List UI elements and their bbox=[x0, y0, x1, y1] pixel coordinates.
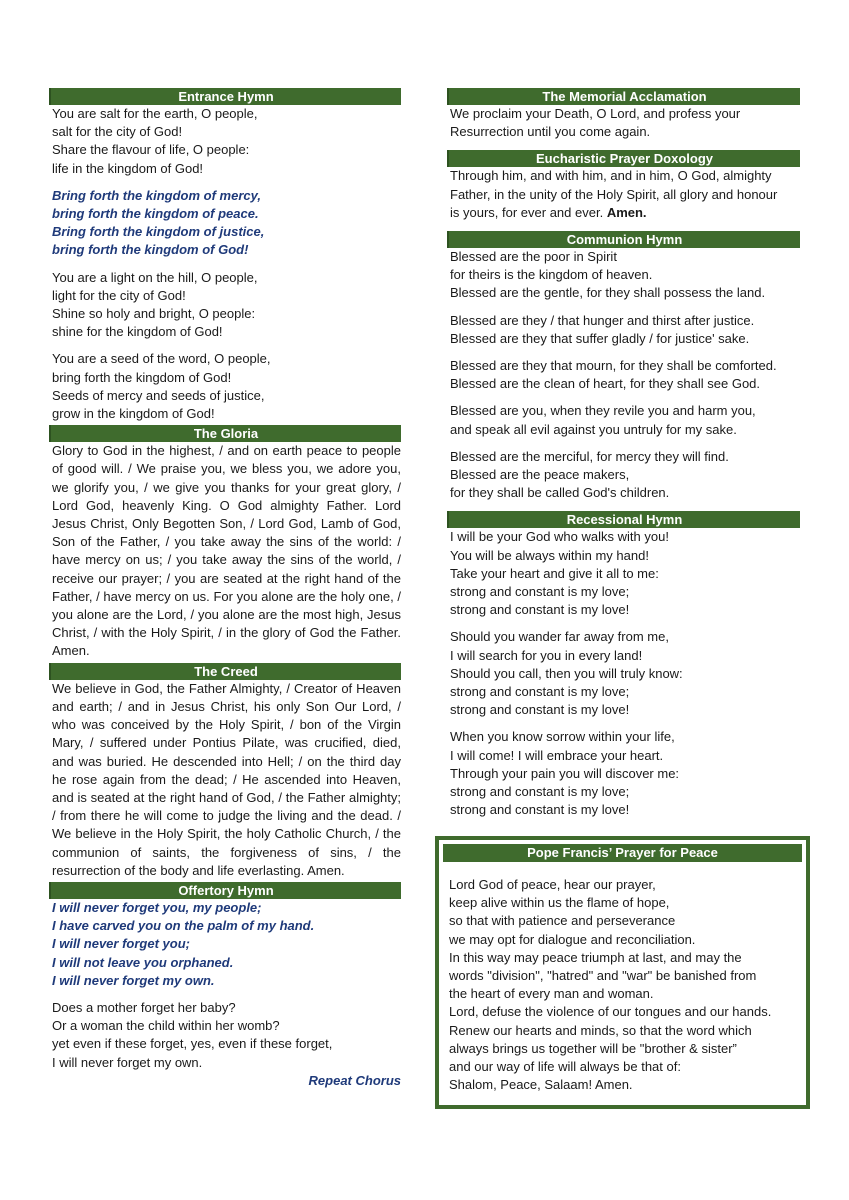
creed-text: We believe in God, the Father Almighty, / Creator of Heaven and earth; / and in Jesus Christ, his only Son Our Lord, / who was conceived by the Holy Spirit, / bon of the Virgin Mary, / suffered under Pontius Pilate, was crucified, died, and was buried. He descended into Hell; / on the third day he rose again from the dead; / He ascended into Heaven, and is seated at the right hand of God, / the Father almighty; / from there he will come to judge the living and the dead. / We believe in the Holy Spirit, the holy Catholic Church, / the communion of saints, the forgiveness of sins, / the resurrection of the body and life everlasting. Amen. bbox=[52, 680, 401, 878]
offertory-hymn-header: Offertory Hymn bbox=[49, 882, 401, 899]
verse-line: When you know sorrow within your life, bbox=[450, 729, 675, 745]
communion-stanza-1 bbox=[447, 248, 800, 303]
chorus-line: I will not leave you orphaned. bbox=[52, 954, 234, 970]
verse-line: grow in the kingdom of God! bbox=[52, 406, 215, 422]
chorus-line: I will never forget you; bbox=[52, 936, 190, 952]
chorus-line: I will never forget you, my people; bbox=[52, 899, 262, 915]
prayer-line: the heart of every man and woman. bbox=[449, 986, 654, 1002]
verse-line: Blessed are they / that hunger and thirst after justice. bbox=[450, 312, 755, 328]
verse-line: for theirs is the kingdom of heaven. bbox=[450, 267, 653, 283]
verse-line: Blessed are they that mourn, for they shall be comforted. bbox=[450, 358, 777, 374]
verse-line: You are salt for the earth, O people, bbox=[52, 106, 258, 121]
recessional-verse-2 bbox=[447, 628, 800, 719]
chorus-line: bring forth the kingdom of God! bbox=[52, 242, 249, 258]
gloria-text: Glory to God in the highest, / and on earth peace to people of good will. / We praise you, we bless you, we adore you, we glorify you, / we give you thanks for your great glory, / Lord God, heavenly King. O God almighty Father. Lord Jesus Christ, Only Begotten Son, / Lord God, Lamb of God, Son of the Father, / you take away the sins of the world: / have mercy on us; / you take away the sins of the world, / receive our prayer; / you are seated at the right hand of the Father, / have mercy on us. For you alone are the holy one, / you alone are the Lord, / you alone are the most high, Jesus Christ, / with the Holy Spirit, / in the glory of God the Father. Amen. bbox=[52, 443, 401, 659]
prayer-line: Renew our hearts and minds, so that the word which bbox=[449, 1022, 752, 1038]
verse-line: Seeds of mercy and seeds of justice, bbox=[52, 387, 265, 403]
verse-line: strong and constant is my love; bbox=[450, 584, 630, 600]
text-line: Father, in the unity of the Holy Spirit, all glory and honour bbox=[450, 186, 778, 202]
entrance-hymn-header: Entrance Hymn bbox=[49, 88, 401, 105]
verse-line: salt for the city of God! bbox=[52, 124, 183, 140]
verse-line: Take your heart and give it all to me: bbox=[450, 565, 659, 581]
verse-line: yet even if these forget, yes, even if these forget, bbox=[52, 1036, 333, 1052]
verse-line: I will come! I will embrace your heart. bbox=[450, 747, 664, 763]
verse-line: Should you wander far away from me, bbox=[450, 629, 669, 645]
prayer-line: Shalom, Peace, Salaam! Amen. bbox=[449, 1077, 633, 1093]
verse-line: Shine so holy and bright, O people: bbox=[52, 306, 256, 322]
prayer-line: keep alive within us the flame of hope, bbox=[449, 895, 670, 911]
chorus-line: I will never forget my own. bbox=[52, 972, 215, 988]
offertory-chorus bbox=[49, 899, 401, 990]
doxology-last: is yours, for ever and ever. bbox=[450, 204, 604, 220]
verse-line: strong and constant is my love! bbox=[450, 602, 630, 618]
verse-line: Blessed are the clean of heart, for they shall see God. bbox=[450, 376, 761, 392]
prayer-line: so that with patience and perseverance bbox=[449, 913, 676, 929]
text-line: Resurrection until you come again. bbox=[450, 124, 651, 140]
text-line: We proclaim your Death, O Lord, and profess your bbox=[450, 106, 741, 121]
recessional-verse-3 bbox=[447, 728, 800, 819]
prayer-line: words "division", "hatred" and "war" be banished from bbox=[449, 968, 757, 984]
prayer-for-peace-box bbox=[435, 836, 810, 1109]
recessional-verse-1 bbox=[447, 528, 800, 619]
prayer-line: Lord, defuse the violence of our tongues and our hands. bbox=[449, 1004, 772, 1020]
verse-line: You are a light on the hill, O people, bbox=[52, 269, 258, 285]
gloria-header: The Gloria bbox=[49, 425, 401, 442]
right-column bbox=[447, 88, 800, 820]
prayer-line: we may opt for dialogue and reconciliation. bbox=[449, 931, 696, 947]
prayer-line: always brings us together will be "brother & sister” bbox=[449, 1040, 737, 1056]
entrance-verse-1 bbox=[49, 105, 401, 178]
verse-line: strong and constant is my love! bbox=[450, 702, 630, 718]
entrance-verse-2 bbox=[49, 269, 401, 342]
prayer-line: and our way of life will always be that of: bbox=[449, 1059, 681, 1075]
chorus-line: Bring forth the kingdom of justice, bbox=[52, 224, 265, 240]
creed-header: The Creed bbox=[49, 663, 401, 680]
entrance-chorus bbox=[49, 187, 401, 260]
left-column bbox=[49, 88, 401, 1090]
verse-line: I will be your God who walks with you! bbox=[450, 529, 669, 545]
verse-line: life in the kingdom of God! bbox=[52, 160, 204, 176]
communion-stanza-3 bbox=[447, 357, 800, 393]
memorial-acclamation-header: The Memorial Acclamation bbox=[447, 88, 800, 105]
verse-line: Should you call, then you will truly know: bbox=[450, 665, 683, 681]
prayer-for-peace-header: Pope Francis’ Prayer for Peace bbox=[443, 844, 802, 862]
communion-stanza-5 bbox=[447, 448, 800, 503]
verse-line: for they shall be called God's children. bbox=[450, 485, 670, 501]
verse-line: Blessed are the poor in Spirit bbox=[450, 249, 617, 265]
verse-line: light for the city of God! bbox=[52, 287, 186, 303]
verse-line: I will search for you in every land! bbox=[450, 647, 643, 663]
verse-line: You will be always within my hand! bbox=[450, 547, 649, 563]
verse-line: Blessed are you, when they revile you and harm you, bbox=[450, 403, 756, 419]
communion-stanza-4 bbox=[447, 402, 800, 438]
entrance-verse-3 bbox=[49, 350, 401, 423]
chorus-line: Bring forth the kingdom of mercy, bbox=[52, 187, 261, 203]
offertory-verse bbox=[49, 999, 401, 1072]
prayer-line: In this way may peace triumph at last, and may the bbox=[449, 949, 742, 965]
verse-line: strong and constant is my love; bbox=[450, 684, 630, 700]
text-line: Through him, and with him, and in him, O God, almighty bbox=[450, 168, 772, 184]
verse-line: strong and constant is my love; bbox=[450, 784, 630, 800]
memorial-acclamation-text bbox=[447, 105, 800, 141]
verse-line: Does a mother forget her baby? bbox=[52, 999, 236, 1015]
doxology-text bbox=[447, 167, 800, 222]
verse-line: You are a seed of the word, O people, bbox=[52, 351, 271, 367]
recessional-hymn-header: Recessional Hymn bbox=[447, 511, 800, 528]
text-line bbox=[450, 204, 800, 222]
verse-line: Blessed are the peace makers, bbox=[450, 467, 630, 483]
verse-line: Share the flavour of life, O people: bbox=[52, 142, 250, 158]
verse-line: bring forth the kingdom of God! bbox=[52, 369, 232, 385]
verse-line: I will never forget my own. bbox=[52, 1054, 203, 1070]
verse-line: Blessed are they that suffer gladly / for justice' sake. bbox=[450, 330, 750, 346]
verse-line: Or a woman the child within her womb? bbox=[52, 1018, 280, 1034]
doxology-header: Eucharistic Prayer Doxology bbox=[447, 150, 800, 167]
amen: Amen. bbox=[606, 204, 647, 220]
verse-line: Blessed are the merciful, for mercy they will find. bbox=[450, 448, 729, 464]
verse-line: and speak all evil against you untruly for my sake. bbox=[450, 421, 737, 437]
verse-line: Through your pain you will discover me: bbox=[450, 765, 680, 781]
prayer-line: Lord God of peace, hear our prayer, bbox=[449, 877, 656, 892]
verse-line: strong and constant is my love! bbox=[450, 802, 630, 818]
communion-hymn-header: Communion Hymn bbox=[447, 231, 800, 248]
repeat-chorus-note: Repeat Chorus bbox=[308, 1072, 401, 1088]
chorus-line: bring forth the kingdom of peace. bbox=[52, 206, 259, 222]
communion-stanza-2 bbox=[447, 312, 800, 348]
verse-line: shine for the kingdom of God! bbox=[52, 324, 223, 340]
prayer-for-peace-text bbox=[439, 862, 806, 1094]
verse-line: Blessed are the gentle, for they shall possess the land. bbox=[450, 285, 766, 301]
chorus-line: I have carved you on the palm of my hand. bbox=[52, 918, 315, 934]
